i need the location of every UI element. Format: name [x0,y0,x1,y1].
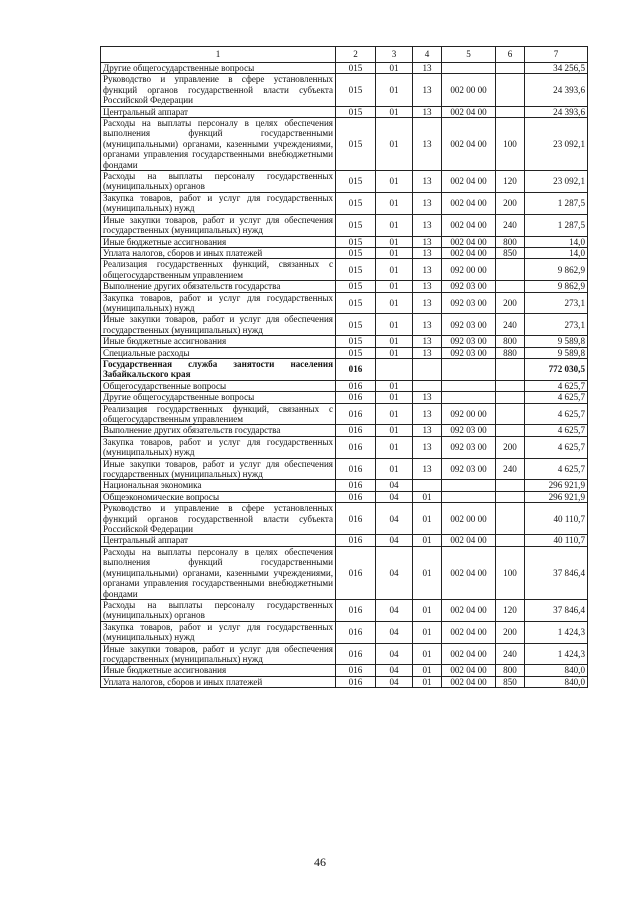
row-admin-code-cell: 016 [336,392,376,403]
row-name-cell: Общеэкономические вопросы [101,491,336,502]
row-expense-type-cell [496,106,525,117]
row-name-cell: Реализация государственных функций, связанных с общегосударственным управлением [101,259,336,281]
table-row [101,392,588,403]
row-admin-code-cell: 015 [336,192,376,214]
row-expense-type-cell [496,380,525,391]
row-subsection-cell: 01 [413,535,442,546]
row-name-cell: Иные закупки товаров, работ и услуг для обеспечения государственных (муниципальных) нужд [101,643,336,665]
table-row [101,436,588,458]
budget-table [100,46,588,688]
row-name-cell: Расходы на выплаты персоналу государственных (муниципальных) органов [101,171,336,193]
header-col-1: 1 [101,47,336,63]
row-amount-cell: 1 287,5 [525,192,588,214]
row-admin-code-cell: 016 [336,643,376,665]
table-row [101,480,588,491]
row-target-article-cell: 092 03 00 [442,336,496,347]
table-row [101,118,588,171]
row-section-cell: 01 [376,214,413,236]
row-section-cell [376,358,413,380]
row-admin-code-cell: 016 [336,503,376,535]
row-amount-cell: 14,0 [525,247,588,258]
row-subsection-cell: 01 [413,546,442,599]
row-subsection-cell [413,380,442,391]
row-subsection-cell: 13 [413,314,442,336]
row-name-cell: Руководство и управление в сфере установленных функций органов государственной власти субъекта Российской Федерации [101,503,336,535]
table-row [101,247,588,258]
row-subsection-cell: 13 [413,336,442,347]
table-row [101,546,588,599]
row-section-cell: 04 [376,491,413,502]
row-amount-cell: 37 846,4 [525,546,588,599]
row-expense-type-cell [496,281,525,292]
table-row [101,621,588,643]
row-expense-type-cell: 800 [496,336,525,347]
row-expense-type-cell [496,425,525,436]
table-row [101,358,588,380]
row-expense-type-cell [496,403,525,425]
row-section-cell: 01 [376,425,413,436]
row-amount-cell: 1 287,5 [525,214,588,236]
row-name-cell: Специальные расходы [101,347,336,358]
row-amount-cell: 4 625,7 [525,380,588,391]
row-expense-type-cell [496,392,525,403]
row-name-cell: Другие общегосударственные вопросы [101,392,336,403]
row-subsection-cell: 13 [413,292,442,314]
row-expense-type-cell: 850 [496,676,525,687]
row-admin-code-cell: 016 [336,546,376,599]
row-subsection-cell: 01 [413,599,442,621]
table-header-row [101,47,588,63]
row-subsection-cell: 13 [413,458,442,480]
table-row [101,643,588,665]
row-section-cell: 01 [376,247,413,258]
row-section-cell: 01 [376,347,413,358]
row-amount-cell: 9 589,8 [525,347,588,358]
row-admin-code-cell: 015 [336,118,376,171]
row-section-cell: 01 [376,63,413,74]
row-name-cell: Центральный аппарат [101,535,336,546]
table-row [101,336,588,347]
header-col-5: 5 [442,47,496,63]
table-row [101,425,588,436]
row-name-cell: Общегосударственные вопросы [101,380,336,391]
table-row [101,665,588,676]
row-amount-cell: 9 862,9 [525,259,588,281]
row-amount-cell: 273,1 [525,292,588,314]
row-amount-cell: 840,0 [525,665,588,676]
row-admin-code-cell: 015 [336,171,376,193]
row-amount-cell: 1 424,3 [525,621,588,643]
row-amount-cell: 37 846,4 [525,599,588,621]
row-section-cell: 04 [376,546,413,599]
table-row [101,171,588,193]
row-expense-type-cell [496,63,525,74]
row-target-article-cell: 092 03 00 [442,292,496,314]
row-subsection-cell: 13 [413,259,442,281]
row-name-cell: Иные бюджетные ассигнования [101,236,336,247]
row-amount-cell: 9 862,9 [525,281,588,292]
row-target-article-cell: 092 03 00 [442,425,496,436]
row-amount-cell: 9 589,8 [525,336,588,347]
row-name-cell: Расходы на выплаты персоналу в целях обеспечения выполнения функций государственными (муниципальными) органами, казенными учреждениями, органами управления государственными внебюджетными фондами [101,118,336,171]
row-name-cell: Закупка товаров, работ и услуг для государственных (муниципальных) нужд [101,292,336,314]
row-name-cell: Другие общегосударственные вопросы [101,63,336,74]
row-subsection-cell: 01 [413,643,442,665]
table-row [101,63,588,74]
row-target-article-cell [442,358,496,380]
row-admin-code-cell: 015 [336,106,376,117]
row-name-cell: Расходы на выплаты персоналу государственных (муниципальных) органов [101,599,336,621]
row-target-article-cell: 002 04 00 [442,214,496,236]
row-subsection-cell: 13 [413,403,442,425]
row-section-cell: 04 [376,480,413,491]
table-row [101,74,588,106]
row-expense-type-cell: 100 [496,118,525,171]
row-name-cell: Реализация государственных функций, связанных с общегосударственным управлением [101,403,336,425]
table-row [101,281,588,292]
row-target-article-cell: 002 04 00 [442,621,496,643]
row-target-article-cell: 002 04 00 [442,106,496,117]
row-section-cell: 04 [376,676,413,687]
row-subsection-cell: 13 [413,236,442,247]
row-amount-cell: 772 030,5 [525,358,588,380]
header-col-4: 4 [413,47,442,63]
row-expense-type-cell [496,535,525,546]
row-expense-type-cell: 240 [496,314,525,336]
row-amount-cell: 4 625,7 [525,425,588,436]
row-admin-code-cell: 015 [336,347,376,358]
header-col-7: 7 [525,47,588,63]
table-body [101,63,588,688]
row-admin-code-cell: 015 [336,259,376,281]
row-expense-type-cell: 850 [496,247,525,258]
row-amount-cell: 4 625,7 [525,403,588,425]
row-expense-type-cell [496,74,525,106]
row-section-cell: 01 [376,74,413,106]
row-target-article-cell: 092 03 00 [442,347,496,358]
row-section-cell: 04 [376,665,413,676]
row-amount-cell: 4 625,7 [525,458,588,480]
table-row [101,599,588,621]
row-amount-cell: 23 092,1 [525,171,588,193]
table-row [101,259,588,281]
table-row [101,403,588,425]
table-row [101,676,588,687]
row-subsection-cell: 13 [413,63,442,74]
header-col-6: 6 [496,47,525,63]
row-amount-cell: 14,0 [525,236,588,247]
row-target-article-cell: 002 04 00 [442,171,496,193]
row-expense-type-cell [496,503,525,535]
row-amount-cell: 40 110,7 [525,503,588,535]
row-name-cell: Государственная служба занятости населения Забайкальского края [101,358,336,380]
row-admin-code-cell: 015 [336,336,376,347]
row-target-article-cell: 002 00 00 [442,503,496,535]
row-expense-type-cell: 240 [496,643,525,665]
row-section-cell: 01 [376,118,413,171]
row-admin-code-cell: 015 [336,236,376,247]
row-section-cell: 01 [376,292,413,314]
row-admin-code-cell: 015 [336,292,376,314]
row-expense-type-cell: 120 [496,171,525,193]
row-target-article-cell: 002 04 00 [442,599,496,621]
row-name-cell: Иные бюджетные ассигнования [101,665,336,676]
row-amount-cell: 40 110,7 [525,535,588,546]
row-target-article-cell: 092 03 00 [442,281,496,292]
row-admin-code-cell: 016 [336,599,376,621]
row-subsection-cell: 13 [413,74,442,106]
table-row [101,192,588,214]
row-name-cell: Уплата налогов, сборов и иных платежей [101,676,336,687]
table-row [101,236,588,247]
row-section-cell: 01 [376,314,413,336]
table-row [101,106,588,117]
row-subsection-cell: 13 [413,171,442,193]
table-row [101,347,588,358]
row-section-cell: 01 [376,336,413,347]
row-subsection-cell: 13 [413,281,442,292]
table-row [101,535,588,546]
row-admin-code-cell: 015 [336,247,376,258]
row-name-cell: Закупка товаров, работ и услуг для государственных (муниципальных) нужд [101,192,336,214]
row-target-article-cell: 002 04 00 [442,546,496,599]
row-amount-cell: 840,0 [525,676,588,687]
row-subsection-cell: 13 [413,347,442,358]
row-section-cell: 04 [376,503,413,535]
row-subsection-cell: 13 [413,392,442,403]
row-admin-code-cell: 016 [336,665,376,676]
row-subsection-cell: 13 [413,106,442,117]
row-subsection-cell [413,480,442,491]
row-name-cell: Центральный аппарат [101,106,336,117]
row-amount-cell: 296 921,9 [525,480,588,491]
row-subsection-cell: 01 [413,621,442,643]
row-name-cell: Уплата налогов, сборов и иных платежей [101,247,336,258]
row-admin-code-cell: 016 [336,491,376,502]
table-row [101,491,588,502]
row-admin-code-cell: 016 [336,676,376,687]
row-admin-code-cell: 015 [336,214,376,236]
row-name-cell: Закупка товаров, работ и услуг для государственных (муниципальных) нужд [101,621,336,643]
row-name-cell: Выполнение других обязательств государства [101,281,336,292]
table-row [101,503,588,535]
row-expense-type-cell [496,259,525,281]
row-target-article-cell: 092 03 00 [442,436,496,458]
row-amount-cell: 24 393,6 [525,74,588,106]
row-admin-code-cell: 016 [336,621,376,643]
row-amount-cell: 273,1 [525,314,588,336]
row-expense-type-cell [496,491,525,502]
row-section-cell: 01 [376,192,413,214]
table-row [101,458,588,480]
row-expense-type-cell: 880 [496,347,525,358]
row-target-article-cell [442,63,496,74]
row-admin-code-cell: 015 [336,63,376,74]
row-target-article-cell: 002 04 00 [442,192,496,214]
row-admin-code-cell: 016 [336,480,376,491]
row-section-cell: 01 [376,380,413,391]
row-name-cell: Иные бюджетные ассигнования [101,336,336,347]
row-subsection-cell: 01 [413,491,442,502]
row-section-cell: 04 [376,621,413,643]
row-expense-type-cell: 240 [496,458,525,480]
row-expense-type-cell: 200 [496,192,525,214]
row-expense-type-cell [496,358,525,380]
row-target-article-cell: 092 03 00 [442,314,496,336]
row-name-cell: Руководство и управление в сфере установленных функций органов государственной власти субъекта Российской Федерации [101,74,336,106]
row-subsection-cell: 13 [413,425,442,436]
row-target-article-cell: 002 00 00 [442,74,496,106]
row-admin-code-cell: 016 [336,380,376,391]
row-name-cell: Иные закупки товаров, работ и услуг для обеспечения государственных (муниципальных) нужд [101,458,336,480]
row-name-cell: Расходы на выплаты персоналу в целях обеспечения выполнения функций государственными (муниципальными) органами, казенными учреждениями, органами управления государственными внебюджетными фондами [101,546,336,599]
row-admin-code-cell: 016 [336,436,376,458]
row-target-article-cell: 002 04 00 [442,236,496,247]
row-expense-type-cell: 240 [496,214,525,236]
table-row [101,314,588,336]
row-expense-type-cell [496,480,525,491]
row-amount-cell: 4 625,7 [525,436,588,458]
table-row [101,214,588,236]
row-amount-cell: 23 092,1 [525,118,588,171]
row-amount-cell: 4 625,7 [525,392,588,403]
row-target-article-cell: 002 04 00 [442,118,496,171]
row-target-article-cell: 002 04 00 [442,643,496,665]
row-section-cell: 04 [376,643,413,665]
row-section-cell: 01 [376,236,413,247]
row-subsection-cell: 13 [413,214,442,236]
row-subsection-cell: 13 [413,118,442,171]
table-row [101,380,588,391]
row-subsection-cell: 01 [413,503,442,535]
row-target-article-cell [442,491,496,502]
row-amount-cell: 34 256,5 [525,63,588,74]
row-target-article-cell [442,380,496,391]
row-target-article-cell: 002 04 00 [442,535,496,546]
row-admin-code-cell: 015 [336,314,376,336]
row-amount-cell: 1 424,3 [525,643,588,665]
row-target-article-cell: 002 04 00 [442,665,496,676]
row-admin-code-cell: 016 [336,535,376,546]
row-subsection-cell: 13 [413,192,442,214]
header-col-3: 3 [376,47,413,63]
page-number: 46 [314,855,326,869]
row-expense-type-cell: 800 [496,236,525,247]
row-admin-code-cell: 016 [336,425,376,436]
row-admin-code-cell: 016 [336,358,376,380]
row-section-cell: 01 [376,171,413,193]
row-name-cell: Выполнение других обязательств государства [101,425,336,436]
row-target-article-cell: 002 04 00 [442,676,496,687]
row-expense-type-cell: 200 [496,436,525,458]
row-admin-code-cell: 015 [336,74,376,106]
row-admin-code-cell: 016 [336,458,376,480]
row-subsection-cell: 01 [413,676,442,687]
table-row [101,292,588,314]
row-admin-code-cell: 015 [336,281,376,292]
row-expense-type-cell: 800 [496,665,525,676]
row-section-cell: 01 [376,403,413,425]
row-section-cell: 01 [376,106,413,117]
row-target-article-cell: 092 03 00 [442,458,496,480]
row-section-cell: 04 [376,535,413,546]
row-target-article-cell [442,392,496,403]
row-section-cell: 01 [376,458,413,480]
row-name-cell: Иные закупки товаров, работ и услуг для обеспечения государственных (муниципальных) нужд [101,314,336,336]
row-subsection-cell: 01 [413,665,442,676]
row-subsection-cell [413,358,442,380]
row-expense-type-cell: 200 [496,621,525,643]
row-section-cell: 01 [376,392,413,403]
row-expense-type-cell: 100 [496,546,525,599]
row-amount-cell: 296 921,9 [525,491,588,502]
row-target-article-cell: 092 00 00 [442,403,496,425]
row-name-cell: Иные закупки товаров, работ и услуг для обеспечения государственных (муниципальных) нужд [101,214,336,236]
row-expense-type-cell: 200 [496,292,525,314]
header-col-2: 2 [336,47,376,63]
row-section-cell: 01 [376,259,413,281]
row-target-article-cell: 002 04 00 [442,247,496,258]
row-subsection-cell: 13 [413,247,442,258]
row-name-cell: Закупка товаров, работ и услуг для государственных (муниципальных) нужд [101,436,336,458]
row-section-cell: 01 [376,281,413,292]
row-admin-code-cell: 016 [336,403,376,425]
row-section-cell: 01 [376,436,413,458]
row-name-cell: Национальная экономика [101,480,336,491]
row-expense-type-cell: 120 [496,599,525,621]
row-subsection-cell: 13 [413,436,442,458]
row-target-article-cell [442,480,496,491]
row-section-cell: 04 [376,599,413,621]
row-amount-cell: 24 393,6 [525,106,588,117]
row-target-article-cell: 092 00 00 [442,259,496,281]
